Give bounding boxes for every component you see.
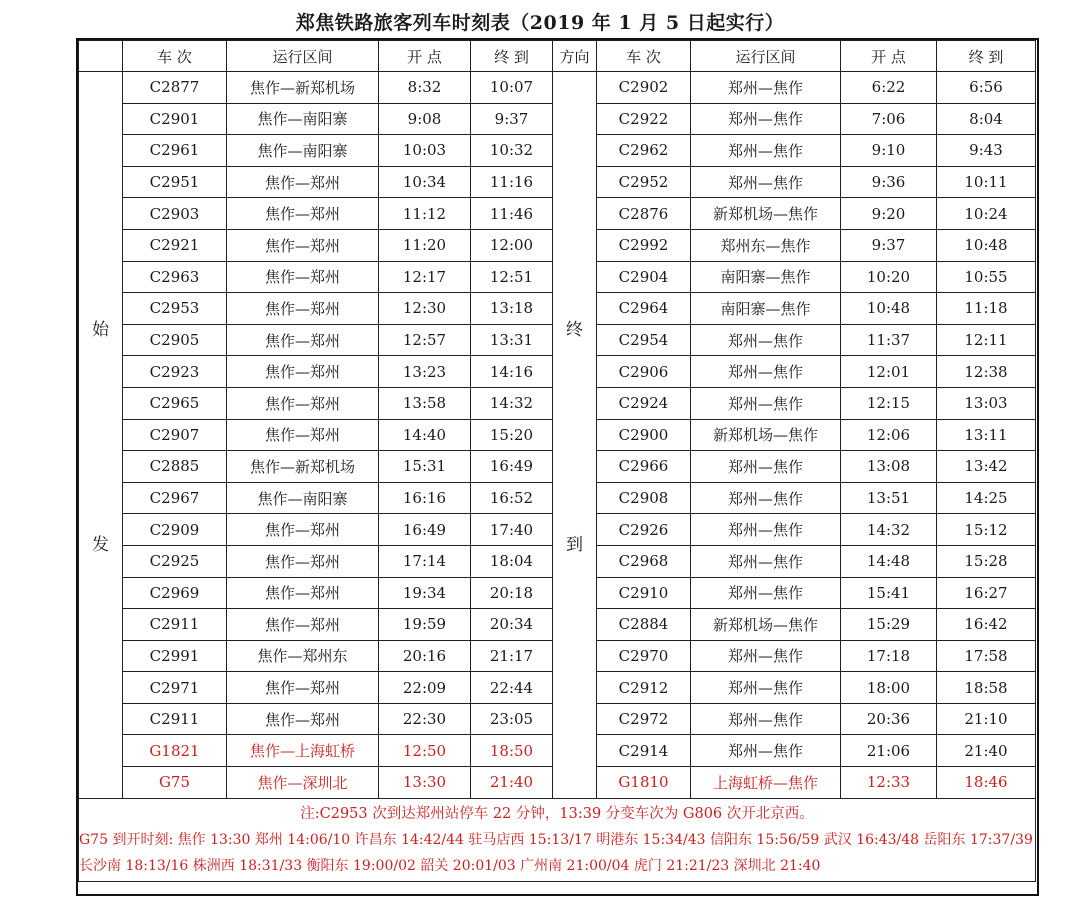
arrival-depart-time: 12:01	[841, 356, 937, 388]
arrival-depart-time: 13:51	[841, 482, 937, 514]
arrival-train: C2926	[597, 514, 691, 546]
arrival-depart-time: 12:15	[841, 387, 937, 419]
arrival-depart-time: 14:48	[841, 545, 937, 577]
arrival-arrive-time: 16:42	[937, 609, 1036, 641]
arrival-route: 新郑机场—焦作	[691, 419, 841, 451]
departure-depart-time: 13:23	[379, 356, 471, 388]
departure-route: 焦作—郑州	[227, 419, 379, 451]
departure-route: 焦作—郑州	[227, 293, 379, 325]
departure-train: C2953	[123, 293, 227, 325]
departure-arrive-time: 23:05	[471, 703, 553, 735]
arrival-depart-time: 6:22	[841, 72, 937, 104]
header-arrive-left: 终 到	[471, 41, 553, 72]
arrival-train: C2954	[597, 324, 691, 356]
departure-depart-time: 8:32	[379, 72, 471, 104]
departure-route: 焦作—郑州	[227, 229, 379, 261]
departure-train: C2907	[123, 419, 227, 451]
departure-arrive-time: 18:50	[471, 735, 553, 767]
departure-arrive-time: 14:32	[471, 387, 553, 419]
departure-train: C2925	[123, 545, 227, 577]
departure-route: 焦作—郑州	[227, 545, 379, 577]
arrival-train: C2952	[597, 166, 691, 198]
departure-route: 焦作—郑州	[227, 387, 379, 419]
arrival-arrive-time: 10:55	[937, 261, 1036, 293]
header-row	[79, 41, 1036, 72]
arrival-depart-time: 10:20	[841, 261, 937, 293]
departure-depart-time: 22:30	[379, 703, 471, 735]
departure-arrive-time: 16:52	[471, 482, 553, 514]
arrival-train: C2922	[597, 103, 691, 135]
arrival-arrive-time: 10:48	[937, 229, 1036, 261]
arrival-depart-time: 14:32	[841, 514, 937, 546]
direction-char: 到	[566, 534, 583, 555]
arrival-arrive-time: 13:42	[937, 451, 1036, 483]
arrival-train: C2992	[597, 229, 691, 261]
arrival-arrive-time: 17:58	[937, 640, 1036, 672]
departure-depart-time: 20:16	[379, 640, 471, 672]
header-route-right: 运行区间	[691, 41, 841, 72]
departure-depart-time: 10:03	[379, 135, 471, 167]
header-route-left: 运行区间	[227, 41, 379, 72]
departure-route: 焦作—新郑机场	[227, 72, 379, 104]
arrival-route: 南阳寨—焦作	[691, 293, 841, 325]
departure-arrive-time: 17:40	[471, 514, 553, 546]
departure-train: C2885	[123, 451, 227, 483]
departure-depart-time: 16:16	[379, 482, 471, 514]
direction-char: 始	[92, 319, 109, 340]
departure-train: C2911	[123, 703, 227, 735]
departure-arrive-time: 13:31	[471, 324, 553, 356]
arrival-train: C2884	[597, 609, 691, 641]
header-blank	[79, 41, 123, 72]
departure-route: 焦作—郑州	[227, 514, 379, 546]
arrival-train: G1810	[597, 767, 691, 799]
arrival-route: 郑州—焦作	[691, 324, 841, 356]
arrival-route: 郑州—焦作	[691, 103, 841, 135]
departure-arrive-time: 13:18	[471, 293, 553, 325]
arrival-train: C2966	[597, 451, 691, 483]
departure-route: 焦作—南阳寨	[227, 103, 379, 135]
departure-arrive-time: 15:20	[471, 419, 553, 451]
departure-train: C2905	[123, 324, 227, 356]
departure-route: 焦作—南阳寨	[227, 135, 379, 167]
departure-arrive-time: 20:34	[471, 609, 553, 641]
arrival-train: C2924	[597, 387, 691, 419]
arrival-train: C2968	[597, 545, 691, 577]
header-arrive-right: 终 到	[937, 41, 1036, 72]
arrival-route: 郑州—焦作	[691, 672, 841, 704]
departure-train: C2911	[123, 609, 227, 641]
arrival-arrive-time: 10:11	[937, 166, 1036, 198]
departure-arrive-time: 21:17	[471, 640, 553, 672]
departure-route: 焦作—郑州东	[227, 640, 379, 672]
departure-arrive-time: 20:18	[471, 577, 553, 609]
departure-depart-time: 12:17	[379, 261, 471, 293]
departure-depart-time: 16:49	[379, 514, 471, 546]
arrival-route: 新郑机场—焦作	[691, 198, 841, 230]
departure-depart-time: 14:40	[379, 419, 471, 451]
arrival-depart-time: 9:20	[841, 198, 937, 230]
departure-depart-time: 19:59	[379, 609, 471, 641]
arrival-arrive-time: 21:10	[937, 703, 1036, 735]
departure-train: C2923	[123, 356, 227, 388]
arrival-route: 郑州—焦作	[691, 735, 841, 767]
departure-arrive-time: 10:07	[471, 72, 553, 104]
direction-arrival	[553, 72, 597, 799]
arrival-arrive-time: 11:18	[937, 293, 1036, 325]
arrival-route: 郑州—焦作	[691, 135, 841, 167]
timetable-title: 郑焦铁路旅客列车时刻表（2019 年 1 月 5 日起实行）	[295, 12, 785, 34]
departure-route: 焦作—新郑机场	[227, 451, 379, 483]
arrival-arrive-time: 9:43	[937, 135, 1036, 167]
arrival-route: 上海虹桥—焦作	[691, 767, 841, 799]
arrival-train: C2912	[597, 672, 691, 704]
header-depart-right: 开 点	[841, 41, 937, 72]
departure-depart-time: 11:12	[379, 198, 471, 230]
arrival-train: C2962	[597, 135, 691, 167]
departure-train: C2951	[123, 166, 227, 198]
arrival-route: 郑州东—焦作	[691, 229, 841, 261]
arrival-depart-time: 9:10	[841, 135, 937, 167]
departure-arrive-time: 12:51	[471, 261, 553, 293]
arrival-depart-time: 9:36	[841, 166, 937, 198]
departure-train: C2903	[123, 198, 227, 230]
departure-route: 焦作—郑州	[227, 324, 379, 356]
arrival-arrive-time: 12:11	[937, 324, 1036, 356]
note-c2953: 注:C2953 次到达郑州站停车 22 分钟，13:39 分变车次为 G806 次开北京西。	[300, 805, 814, 822]
departure-train: C2991	[123, 640, 227, 672]
direction-char: 终	[566, 319, 583, 340]
arrival-route: 郑州—焦作	[691, 545, 841, 577]
departure-depart-time: 12:50	[379, 735, 471, 767]
departure-train: C2969	[123, 577, 227, 609]
arrival-train: C2910	[597, 577, 691, 609]
arrival-arrive-time: 10:24	[937, 198, 1036, 230]
arrival-train: C2908	[597, 482, 691, 514]
departure-route: 焦作—郑州	[227, 166, 379, 198]
arrival-route: 郑州—焦作	[691, 640, 841, 672]
departure-train: C2921	[123, 229, 227, 261]
departure-depart-time: 22:09	[379, 672, 471, 704]
departure-train: C2967	[123, 482, 227, 514]
table-row	[79, 72, 1036, 104]
departure-train: C2965	[123, 387, 227, 419]
departure-train: G1821	[123, 735, 227, 767]
departure-arrive-time: 12:00	[471, 229, 553, 261]
header-train-left: 车 次	[123, 41, 227, 72]
departure-route: 焦作—郑州	[227, 672, 379, 704]
departure-route: 焦作—郑州	[227, 261, 379, 293]
arrival-arrive-time: 13:11	[937, 419, 1036, 451]
arrival-route: 郑州—焦作	[691, 356, 841, 388]
note-g75-schedule: G75 到开时刻: 焦作 13:30 郑州 14:06/10 许昌东 14:42/44 驻马店西 15:13/17 明港东 15:34/43 信阳东 15:56/59 武汉 16:43/48 岳阳东 17:37/39 长沙南 18:13/16 株洲西 18:31/33 衡阳东 19:00/02 韶关 20:01/03 广州南 21:00/04 虎门 21:21/23 深圳北 21:40	[79, 831, 1033, 874]
arrival-depart-time: 17:18	[841, 640, 937, 672]
arrival-depart-time: 15:29	[841, 609, 937, 641]
departure-route: 焦作—郑州	[227, 198, 379, 230]
arrival-arrive-time: 8:04	[937, 103, 1036, 135]
departure-route: 焦作—郑州	[227, 609, 379, 641]
arrival-route: 郑州—焦作	[691, 703, 841, 735]
departure-route: 焦作—郑州	[227, 703, 379, 735]
arrival-train: C2906	[597, 356, 691, 388]
departure-train: C2901	[123, 103, 227, 135]
departure-depart-time: 11:20	[379, 229, 471, 261]
arrival-arrive-time: 6:56	[937, 72, 1036, 104]
departure-arrive-time: 22:44	[471, 672, 553, 704]
arrival-train: C2876	[597, 198, 691, 230]
arrival-train: C2900	[597, 419, 691, 451]
departure-depart-time: 17:14	[379, 545, 471, 577]
direction-char: 发	[92, 534, 109, 555]
arrival-depart-time: 10:48	[841, 293, 937, 325]
arrival-depart-time: 21:06	[841, 735, 937, 767]
arrival-arrive-time: 15:12	[937, 514, 1036, 546]
arrival-depart-time: 18:00	[841, 672, 937, 704]
departure-depart-time: 19:34	[379, 577, 471, 609]
arrival-depart-time: 9:37	[841, 229, 937, 261]
arrival-route: 郑州—焦作	[691, 451, 841, 483]
arrival-depart-time: 13:08	[841, 451, 937, 483]
arrival-arrive-time: 21:40	[937, 735, 1036, 767]
departure-route: 焦作—郑州	[227, 356, 379, 388]
departure-depart-time: 12:57	[379, 324, 471, 356]
departure-arrive-time: 21:40	[471, 767, 553, 799]
departure-depart-time: 12:30	[379, 293, 471, 325]
departure-route: 焦作—郑州	[227, 577, 379, 609]
arrival-depart-time: 20:36	[841, 703, 937, 735]
arrival-arrive-time: 12:38	[937, 356, 1036, 388]
departure-depart-time: 9:08	[379, 103, 471, 135]
departure-train: C2961	[123, 135, 227, 167]
header-depart-left: 开 点	[379, 41, 471, 72]
arrival-route: 郑州—焦作	[691, 72, 841, 104]
departure-arrive-time: 16:49	[471, 451, 553, 483]
departure-arrive-time: 14:16	[471, 356, 553, 388]
departure-depart-time: 15:31	[379, 451, 471, 483]
departure-route: 焦作—深圳北	[227, 767, 379, 799]
departure-train: G75	[123, 767, 227, 799]
departure-route: 焦作—上海虹桥	[227, 735, 379, 767]
departure-depart-time: 13:30	[379, 767, 471, 799]
arrival-train: C2970	[597, 640, 691, 672]
arrival-depart-time: 11:37	[841, 324, 937, 356]
departure-depart-time: 10:34	[379, 166, 471, 198]
arrival-train: C2902	[597, 72, 691, 104]
departure-train: C2963	[123, 261, 227, 293]
arrival-arrive-time: 18:58	[937, 672, 1036, 704]
arrival-depart-time: 15:41	[841, 577, 937, 609]
arrival-arrive-time: 15:28	[937, 545, 1036, 577]
header-direction: 方向	[553, 41, 597, 72]
arrival-route: 新郑机场—焦作	[691, 609, 841, 641]
departure-route: 焦作—南阳寨	[227, 482, 379, 514]
departure-train: C2971	[123, 672, 227, 704]
arrival-depart-time: 12:06	[841, 419, 937, 451]
departure-train: C2909	[123, 514, 227, 546]
arrival-route: 郑州—焦作	[691, 482, 841, 514]
arrival-route: 郑州—焦作	[691, 166, 841, 198]
departure-train: C2877	[123, 72, 227, 104]
arrival-arrive-time: 18:46	[937, 767, 1036, 799]
arrival-train: C2972	[597, 703, 691, 735]
arrival-route: 郑州—焦作	[691, 514, 841, 546]
arrival-route: 南阳寨—焦作	[691, 261, 841, 293]
timetable	[78, 40, 1036, 882]
arrival-route: 郑州—焦作	[691, 387, 841, 419]
arrival-route: 郑州—焦作	[691, 577, 841, 609]
arrival-depart-time: 7:06	[841, 103, 937, 135]
departure-arrive-time: 11:46	[471, 198, 553, 230]
notes-cell	[79, 798, 1036, 881]
departure-depart-time: 13:58	[379, 387, 471, 419]
arrival-depart-time: 12:33	[841, 767, 937, 799]
arrival-arrive-time: 14:25	[937, 482, 1036, 514]
header-train-right: 车 次	[597, 41, 691, 72]
departure-arrive-time: 11:16	[471, 166, 553, 198]
arrival-train: C2914	[597, 735, 691, 767]
arrival-train: C2964	[597, 293, 691, 325]
departure-arrive-time: 18:04	[471, 545, 553, 577]
arrival-train: C2904	[597, 261, 691, 293]
departure-arrive-time: 10:32	[471, 135, 553, 167]
arrival-arrive-time: 16:27	[937, 577, 1036, 609]
direction-departure	[79, 72, 123, 799]
notes-row	[79, 798, 1036, 881]
departure-arrive-time: 9:37	[471, 103, 553, 135]
arrival-arrive-time: 13:03	[937, 387, 1036, 419]
